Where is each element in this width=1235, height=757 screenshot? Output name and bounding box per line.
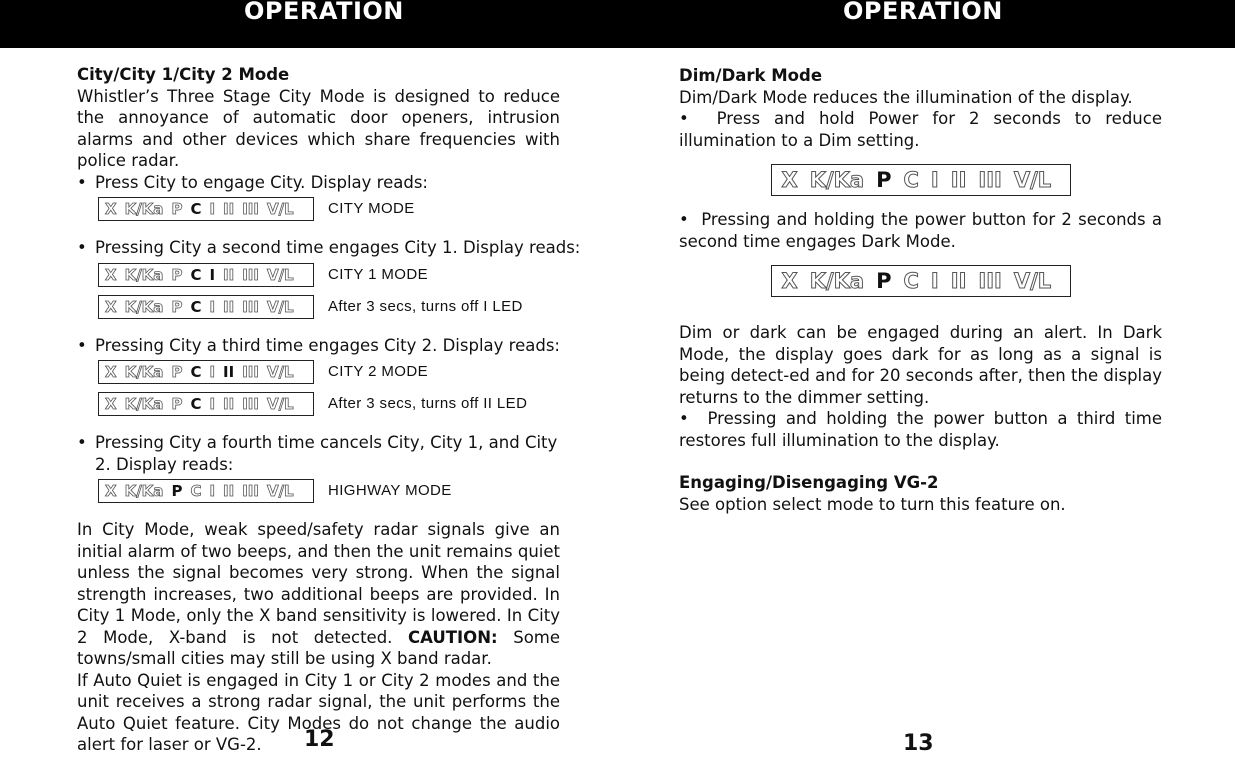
display-segment: K/Ka [809,168,865,192]
display-segment: II [223,395,235,413]
display-segment: X [781,269,798,293]
city-mode-paragraph [77,519,560,670]
bullet-dot: • [77,238,87,257]
display-segment: K/Ka [809,269,865,293]
bullet-dot: • [679,409,708,428]
display-segment: P [171,395,183,413]
display-row [98,259,560,291]
display-segment: C [190,363,202,381]
display-panel [771,265,1071,297]
display-panel [98,392,314,416]
display-row [98,291,560,323]
display-panel [98,263,314,287]
display-segment: C [190,482,202,500]
display-segment: II [950,269,967,293]
bullet-dot: • [679,210,702,229]
display-segment: I [930,269,939,293]
right-page-header: OPERATION [843,0,1003,25]
display-panel [98,197,314,221]
display-segment: II [223,265,235,284]
bullet-city-1 [77,237,581,259]
bullet-text: Pressing and holding the power button for 2 seconds a second time engages Dark Mode. [679,210,1162,251]
display-segment: I [209,265,216,284]
display-segment: II [223,363,235,381]
page-number-left: 12 [304,727,335,752]
bullet-text: Press and hold Power for 2 seconds to reduce illumination to a Dim setting. [679,109,1162,150]
bullet-dot: • [679,109,717,128]
left-page-header: OPERATION [244,0,404,25]
display-segment: I [209,395,216,413]
display-segment: C [190,200,202,218]
display-segment: C [903,269,919,293]
display-segment: C [190,297,202,316]
display-row [98,356,560,388]
display-label: CITY 2 MODE [328,363,428,381]
display-segment: V/L [266,363,294,381]
display-segment: II [223,482,235,500]
display-segment: III [978,269,1002,293]
spacer [77,507,560,519]
display-segment: X [105,395,117,413]
caution-label: CAUTION: [408,627,498,647]
bullet-text: Pressing City a fourth time cancels City, City 1, and City 2. Display reads: [95,433,558,474]
spacer [77,420,560,432]
display-segment: X [781,168,798,192]
header-bar [0,0,1235,48]
display-segment: P [876,269,892,293]
display-segment: II [950,168,967,192]
display-segment: K/Ka [124,395,164,413]
display-segment: I [209,363,216,381]
right-page-column [679,65,1162,515]
display-segment: K/Ka [124,363,164,381]
display-panel [98,295,314,319]
display-segment: K/Ka [124,482,164,500]
bullet-text: Pressing City a third time engages City 2. Display reads: [95,335,560,355]
spacer [679,310,1162,322]
bullet-text: Pressing and holding the power button a third time restores full illumination to the display. [679,409,1162,450]
bullet-full-illumination [679,408,1162,451]
dim-dark-heading: Dim/Dark Mode [679,66,823,85]
display-segment: V/L [266,297,294,316]
spacer [77,225,560,237]
display-segment: III [242,482,259,500]
display-segment: I [209,200,216,218]
display-row [679,252,1162,310]
display-row [98,475,560,507]
display-segment: C [903,168,919,192]
display-label: CITY 1 MODE [328,265,428,283]
display-segment: P [876,168,892,192]
display-segment: II [223,200,235,218]
spacer [77,323,560,335]
display-segment: III [242,297,259,316]
bullet-text: Press City to engage City. Display reads: [95,172,428,192]
display-segment: III [242,200,259,218]
display-segment: I [930,168,939,192]
city-mode-intro: Whistler’s Three Stage City Mode is designed to reduce the annoyance of automatic door openers, intrusion alarms and other devices which share frequencies with police radar. [77,86,560,170]
display-segment: III [242,395,259,413]
display-segment: I [209,482,216,500]
bullet-dark [679,209,1162,252]
display-segment: V/L [266,200,294,218]
display-segment: III [242,265,259,284]
display-label: CITY MODE [328,200,415,218]
paragraph-text: Some towns/small cities may still be using X band radar. [77,627,561,668]
display-label: HIGHWAY MODE [328,482,452,500]
display-segment: P [171,200,183,218]
vg2-paragraph: See option select mode to turn this feature on. [679,494,1066,514]
bullet-dot: • [77,433,87,452]
display-segment: V/L [1013,269,1052,293]
display-segment: C [190,395,202,413]
display-row [679,151,1162,209]
spacer [679,451,1162,472]
display-label: After 3 secs, turns off II LED [328,395,528,413]
display-segment: X [105,200,117,218]
display-segment: P [171,363,183,381]
display-segment: III [242,363,259,381]
display-segment: V/L [266,395,294,413]
display-segment: K/Ka [124,297,164,316]
display-panel [98,360,314,384]
display-label: After 3 secs, turns off I LED [328,297,523,315]
display-segment: V/L [266,482,294,500]
vg2-heading: Engaging/Disengaging VG-2 [679,473,939,492]
display-segment: P [171,482,183,500]
bullet-city [77,172,560,194]
bullet-dot: • [77,172,87,192]
display-segment: X [105,297,117,316]
dark-mode-paragraph: Dim or dark can be engaged during an alert. In Dark Mode, the display goes dark for as long as a signal is being detect-ed and for 20 seconds after, then the display returns to the dimmer setting. [679,323,1162,407]
city-mode-heading: City/City 1/City 2 Mode [77,65,290,84]
display-segment: V/L [1013,168,1052,192]
display-segment: K/Ka [124,265,164,284]
page-number-right: 13 [903,731,934,756]
display-segment: X [105,363,117,381]
display-segment: II [223,297,235,316]
display-row [98,388,560,420]
dim-dark-intro: Dim/Dark Mode reduces the illumination of the display. [679,87,1133,107]
display-segment: P [171,297,183,316]
display-segment: X [105,265,117,284]
bullet-city-2 [77,335,560,357]
bullet-dot: • [77,335,87,355]
display-segment: P [171,265,183,284]
display-segment: X [105,482,117,500]
display-panel [98,479,314,503]
display-segment: I [209,297,216,316]
display-row [98,193,560,225]
bullet-cancel-city [77,432,560,475]
display-segment: C [190,265,202,284]
left-page-column [77,64,581,756]
display-segment: V/L [266,265,294,284]
bullet-text: Pressing City a second time engages City 1. Display reads: [95,238,581,257]
display-segment: K/Ka [124,200,164,218]
bullet-dim [679,108,1162,151]
display-panel [771,164,1071,196]
paragraph-text: In City Mode, weak speed/safety radar signals give an initial alarm of two beeps, and then the unit remains quiet unless the signal becomes very strong. When the signal strength increases, two additional beeps are provided. In City 1 Mode, only the X band sensitivity is lowered. In City 2 Mode, X-band is not detected. [77,520,560,647]
display-segment: III [978,168,1002,192]
auto-quiet-paragraph: If Auto Quiet is engaged in City 1 or City 2 modes and the unit receives a strong radar signal, the unit performs the Auto Quiet feature. City Modes do not change the audio alert for laser or VG-2. [77,670,560,754]
